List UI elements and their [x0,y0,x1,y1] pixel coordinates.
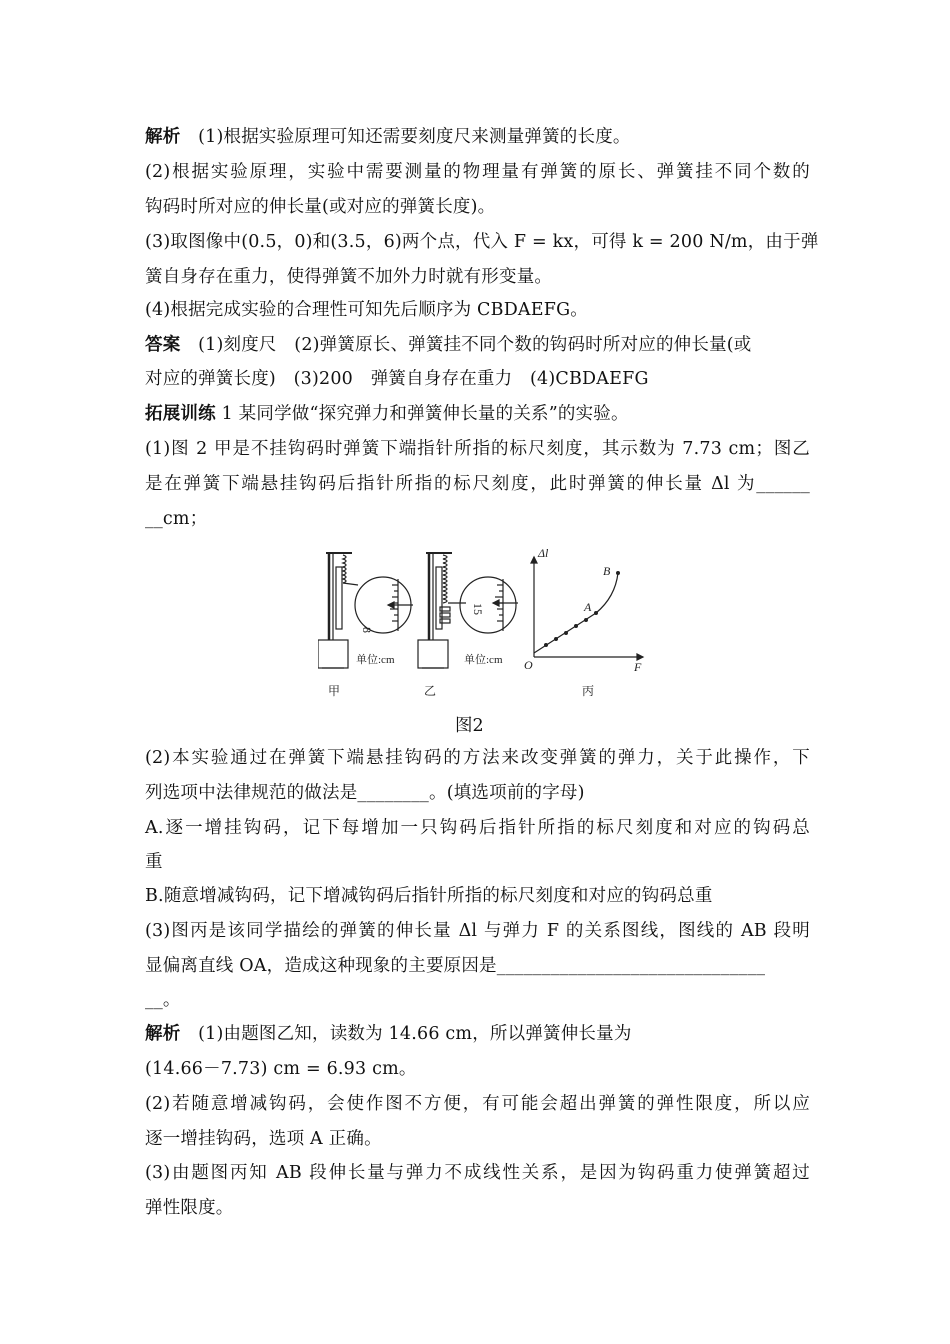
question-3-line-3: __。 [145,990,181,1010]
label-yi: 乙 [424,684,437,698]
answer-line-1: 答案 (1)刻度尺 (2)弹簧原长、弹簧挂不同个数的钩码时所对应的伸长量(或 [145,335,752,355]
scale-label-jia: 8 [360,627,374,633]
analysis2-line-3: (2)若随意增减钩码，会使作图不方便，有可能会超出弹簧的弹性限度，所以应 [145,1094,810,1114]
axis-label-dl: Δl [538,546,549,560]
question-3-line-2: 显偏离直线 OA，造成这种现象的主要原因是______________________________ [145,956,766,976]
point-b-label: B [603,564,611,578]
origin-label: O [524,658,533,672]
point-a-label: A [584,600,592,614]
graph-points [544,571,620,647]
analysis2-line-5: (3)由题图丙知 AB 段伸长量与弹力不成线性关系，是因为钩码重力使弹簧超过 [145,1163,810,1183]
answer-line-2: 对应的弹簧长度) (3)200 弹簧自身存在重力 (4)CBDAEFG [145,369,649,389]
question-1-line-2: 是在弹簧下端悬挂钩码后指针所指的标尺刻度，此时弹簧的伸长量 Δl 为______ [145,474,810,494]
analysis-line-5: 簧自身存在重力，使得弹簧不加外力时就有形变量。 [145,267,553,287]
analysis2-heading: 解析 [145,1024,181,1044]
analysis2-line-1: 解析 (1)由题图乙知，读数为 14.66 cm，所以弹簧伸长量为 [145,1024,632,1044]
apparatus-jia [318,553,413,668]
axis-label-f: F [634,660,642,674]
analysis-line-3: 钩码时所对应的伸长量(或对应的弹簧长度)。 [145,197,496,217]
apparatus-yi [418,553,518,668]
question-2-line-1: (2)本实验通过在弹簧下端悬挂钩码的方法来改变弹簧的弹力，关于此操作，下 [145,748,810,768]
analysis-line-1: 解析 (1)根据实验原理可知还需要刻度尺来测量弹簧的长度。 [145,127,631,147]
option-b: B.随意增减钩码，记下增减钩码后指针所指的标尺刻度和对应的钩码总重 [145,886,713,906]
answer-heading: 答案 [145,335,181,355]
unit-label-jia: 单位:cm [356,654,395,666]
unit-label-yi: 单位:cm [464,654,503,666]
label-jia: 甲 [328,684,341,698]
question-2-line-2: 列选项中法律规范的做法是________。(填选项前的字母) [145,783,585,803]
question-3-line-1: (3)图丙是该同学描绘的弹簧的伸长量 Δl 与弹力 F 的关系图线，图线的 AB 段明 [145,921,810,941]
option-a-line-1: A.逐一增挂钩码，记下每增加一只钩码后指针所指的标尺刻度和对应的钩码总 [145,818,810,838]
label-bing: 丙 [582,684,595,698]
analysis2-line-4: 逐一增挂钩码，选项 A 正确。 [145,1129,382,1149]
analysis2-line-6: 弹性限度。 [145,1198,234,1218]
analysis-line-6: (4)根据完成实验的合理性可知先后顺序为 CBDAEFG。 [145,300,588,320]
exercise-heading: 拓展训练 [145,404,216,424]
option-a-line-2: 重 [145,852,163,872]
analysis-line-4: (3)取图像中(0.5，0)和(3.5，6)两个点，代入 F = kx，可得 k = 200 N/m，由于弹 [145,232,819,252]
analysis-line-2: (2)根据实验原理，实验中需要测量的物理量有弹簧的原长、弹簧挂不同个数的 [145,162,810,182]
figure-2-diagram [318,545,648,705]
figure-caption: 图2 [455,716,484,736]
analysis2-line-2: (14.66－7.73) cm = 6.93 cm。 [145,1059,417,1079]
question-1-line-1: (1)图 2 甲是不挂钩码时弹簧下端指针所指的标尺刻度，其示数为 7.73 cm；图乙 [145,439,810,459]
exercise-title: 拓展训练 1 某同学做“探究弹力和弹簧伸长量的关系”的实验。 [145,404,629,424]
analysis-heading: 解析 [145,127,181,147]
scale-label-yi: 15 [471,603,485,615]
question-1-line-3: __cm； [145,509,208,529]
